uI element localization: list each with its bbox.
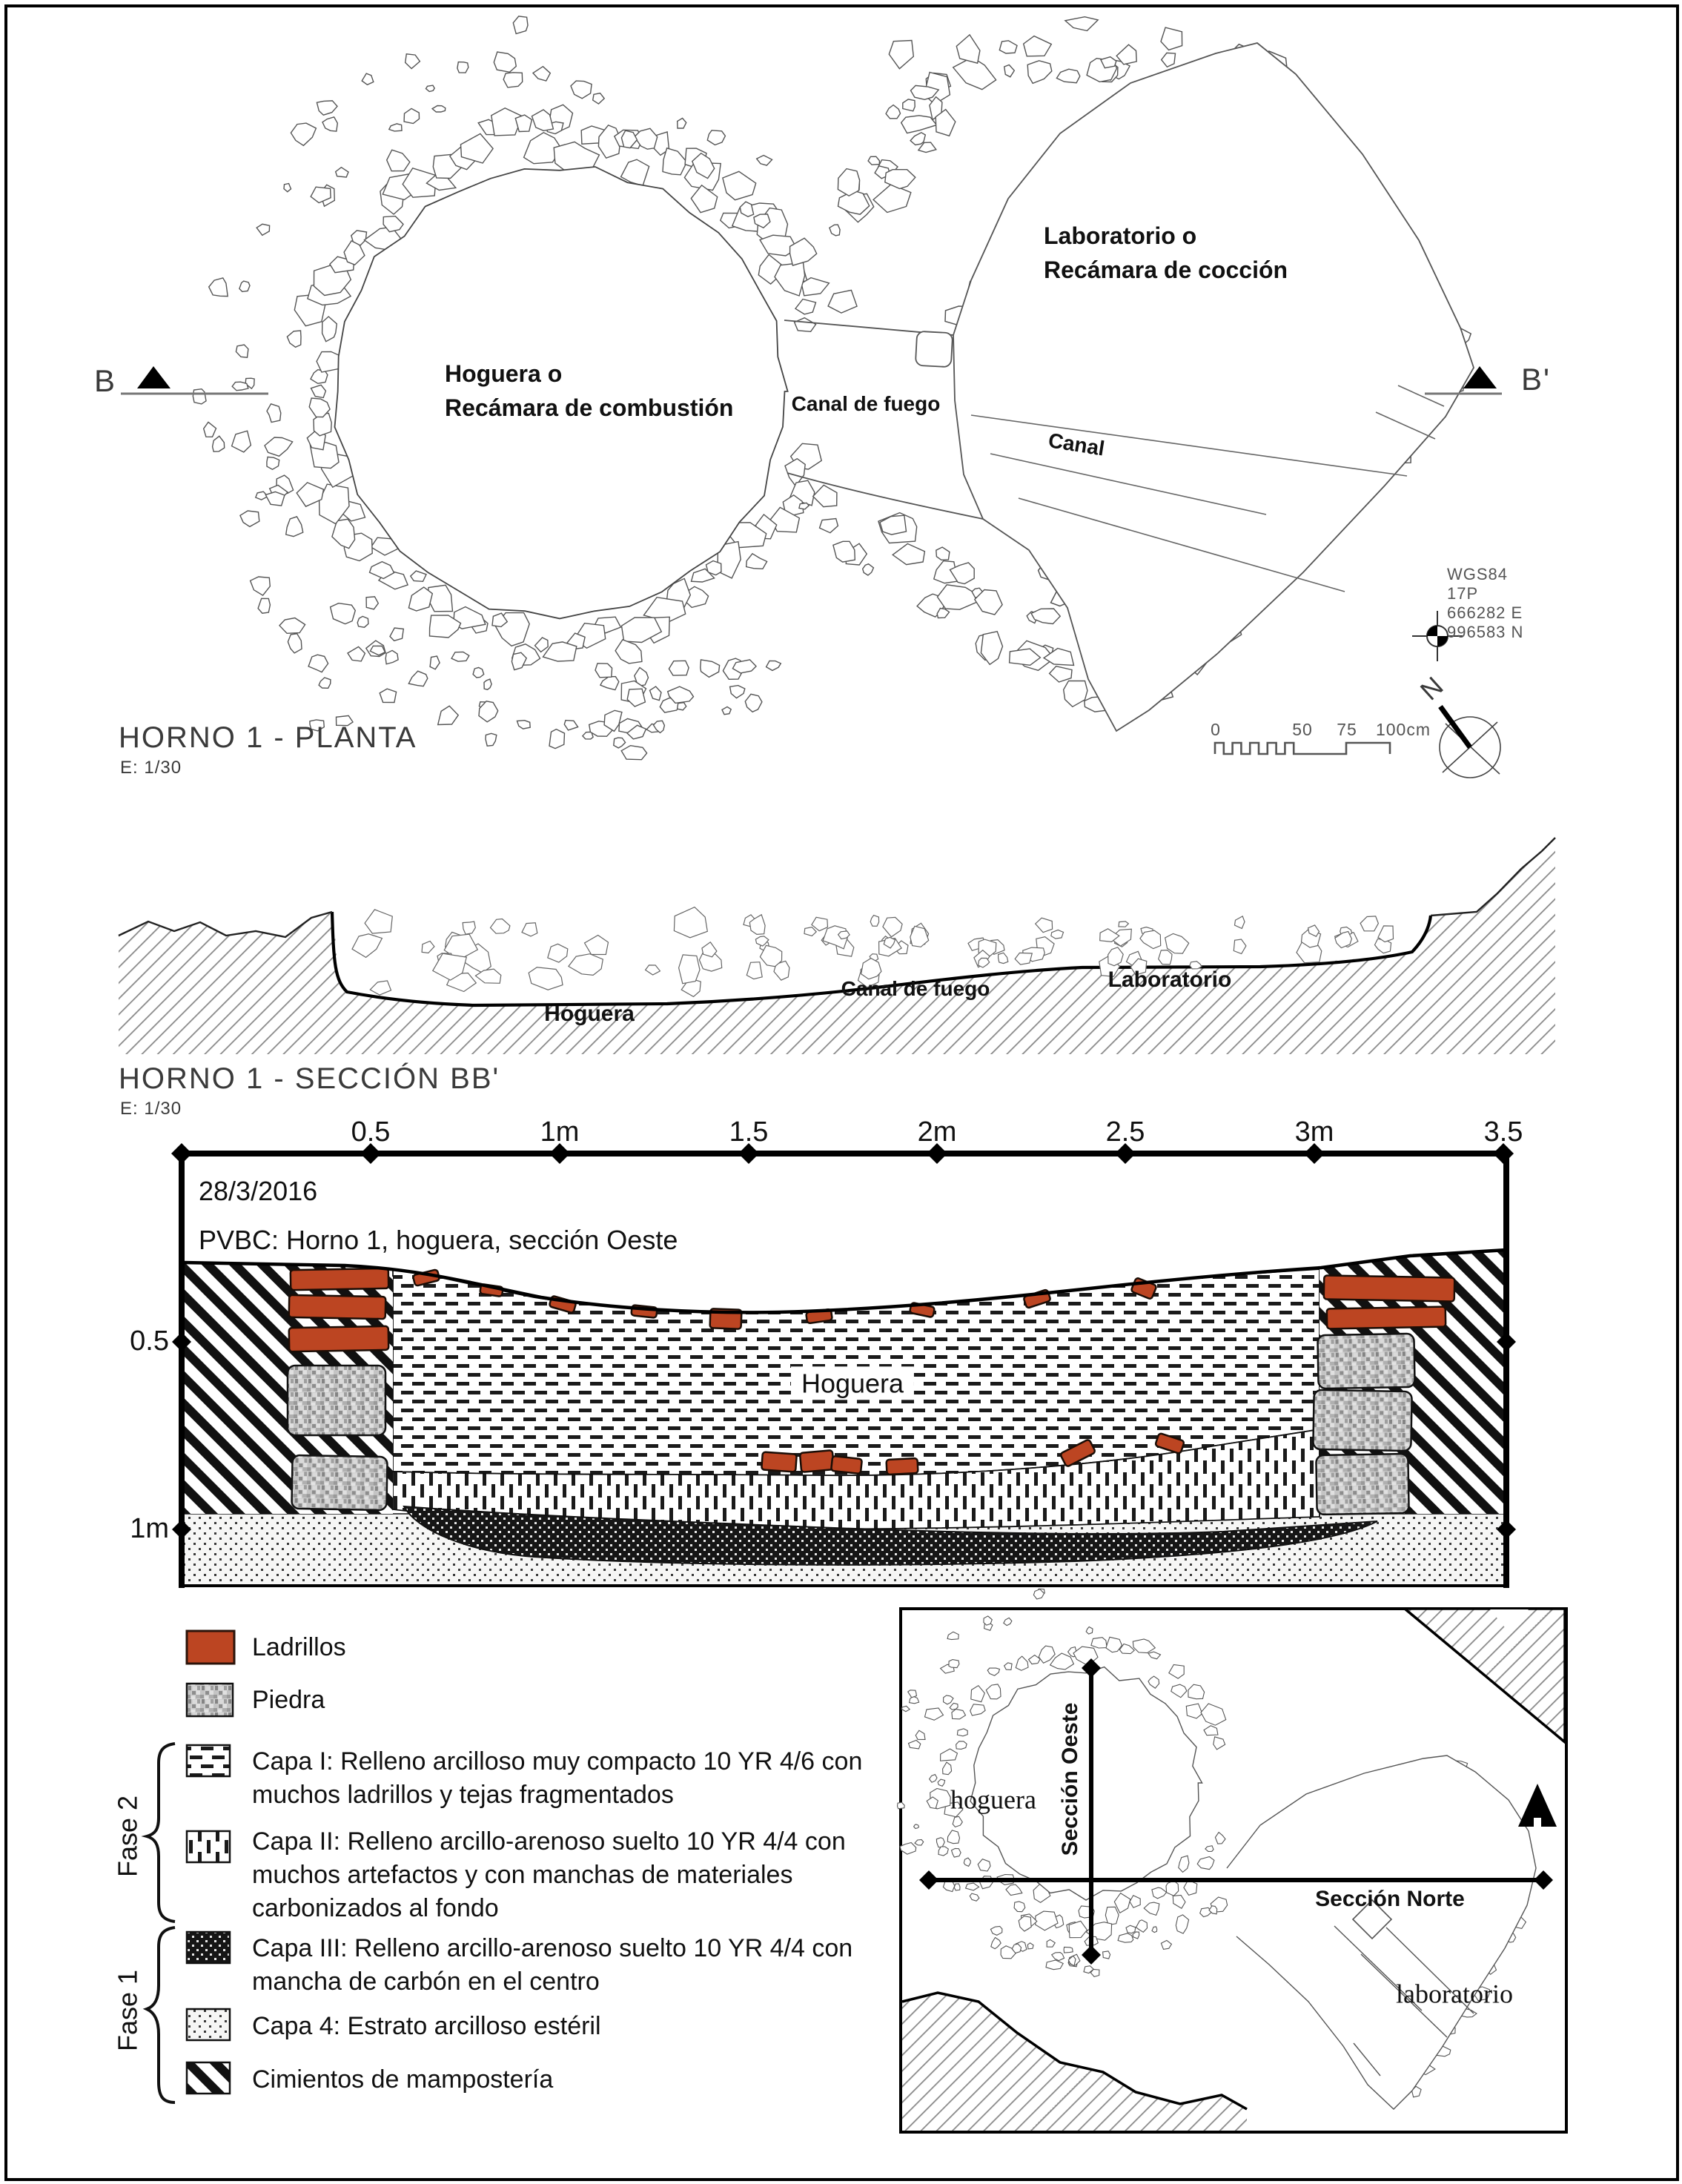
- canal-de-fuego-label: Canal de fuego: [791, 391, 941, 415]
- fase2-label: Fase 2: [112, 1795, 143, 1878]
- section-title: HORNO 1 - SECCIÓN BB': [119, 1062, 500, 1095]
- section-bb-drawing: [119, 838, 1555, 1054]
- scalebar-75: 75: [1337, 719, 1357, 739]
- geo-easting: 666282 E: [1447, 603, 1523, 622]
- cimientos-label: Cimientos de mampostería: [252, 2065, 554, 2094]
- ruler-tick-2.5: 2.5: [1105, 1116, 1145, 1148]
- inset-laboratorio-label: laboratorio: [1396, 1979, 1513, 2009]
- inset-map: [898, 1589, 1567, 2132]
- depth-1m-label: 1m: [130, 1513, 169, 1545]
- hoguera-chamber-label-1: Hoguera o: [445, 360, 563, 387]
- section-scale-note: E: 1/30: [120, 1099, 182, 1119]
- strat-hoguera-label: Hoguera: [791, 1366, 914, 1400]
- plan-title: HORNO 1 - PLANTA: [119, 721, 417, 754]
- ruler-tick-2m: 2m: [917, 1116, 957, 1148]
- north-letter: N: [1414, 669, 1450, 707]
- capa3-label: Capa III: Relleno arcillo-arenoso suelto 10 YR 4/4 con mancha de carbón en el centro: [252, 1934, 853, 1996]
- ruler-tick-1m: 1m: [540, 1116, 580, 1148]
- ruler-tick-0.5: 0.5: [351, 1116, 391, 1148]
- scalebar-0: 0: [1211, 719, 1221, 739]
- scalebar-100: 100cm: [1375, 719, 1431, 739]
- scale-bar: [1215, 743, 1390, 754]
- north-compass-icon: [1440, 707, 1500, 778]
- ruler-tick-3m: 3m: [1294, 1116, 1334, 1148]
- seccion-norte-label: Sección Norte: [1315, 1886, 1465, 1911]
- fase1-label: Fase 1: [112, 1969, 143, 2052]
- b-prime-marker-label: B': [1520, 361, 1552, 397]
- canal-label: Canal: [1047, 428, 1107, 460]
- ruler-tick-1.5: 1.5: [729, 1116, 769, 1148]
- seccion-oeste-label: Sección Oeste: [1057, 1702, 1082, 1856]
- capa1-label: Capa I: Relleno arcilloso muy compacto 10 YR 4/6 con muchos ladrillos y tejas fragmentados: [252, 1747, 863, 1809]
- section-canal-label: Canal de fuego: [841, 976, 990, 1000]
- geo-northing: 996583 N: [1447, 623, 1524, 641]
- strat-caption: PVBC: Horno 1, hoguera, sección Oeste: [199, 1225, 678, 1255]
- capa2-label: Capa II: Relleno arcillo-arenoso suelto 10 YR 4/4 con muchos artefactos y con manchas de materiales carbonizados al fondo: [252, 1827, 846, 1922]
- capa4-label: Capa 4: Estrato arcilloso estéril: [252, 2012, 601, 2040]
- section-laboratorio-label: Laboratorio: [1107, 967, 1232, 992]
- laboratory-outline: [953, 43, 1474, 731]
- laboratory-label-1: Laboratorio o: [1044, 222, 1197, 249]
- b-marker-label: B: [93, 363, 117, 398]
- hoguera-chamber-label-2: Recámara de combustión: [445, 394, 734, 421]
- strat-date: 28/3/2016: [199, 1176, 318, 1206]
- stratigraphic-section: [171, 1143, 1516, 1588]
- geo-datum: WGS84: [1447, 565, 1509, 583]
- ruler-tick-3.5: 3.5: [1483, 1116, 1523, 1148]
- plan-scale-note: E: 1/30: [120, 758, 182, 778]
- scalebar-50: 50: [1292, 719, 1313, 739]
- depth-0.5-label: 0.5: [130, 1326, 169, 1357]
- ladrillos-label: Ladrillos: [252, 1633, 346, 1661]
- canal-stone: [916, 331, 953, 367]
- geo-zone: 17P: [1447, 584, 1479, 603]
- inset-hoguera-label: hoguera: [950, 1784, 1036, 1815]
- section-hoguera-label: Hoguera: [544, 1001, 635, 1026]
- laboratory-label-2: Recámara de cocción: [1044, 257, 1288, 283]
- piedra-label: Piedra: [252, 1686, 325, 1714]
